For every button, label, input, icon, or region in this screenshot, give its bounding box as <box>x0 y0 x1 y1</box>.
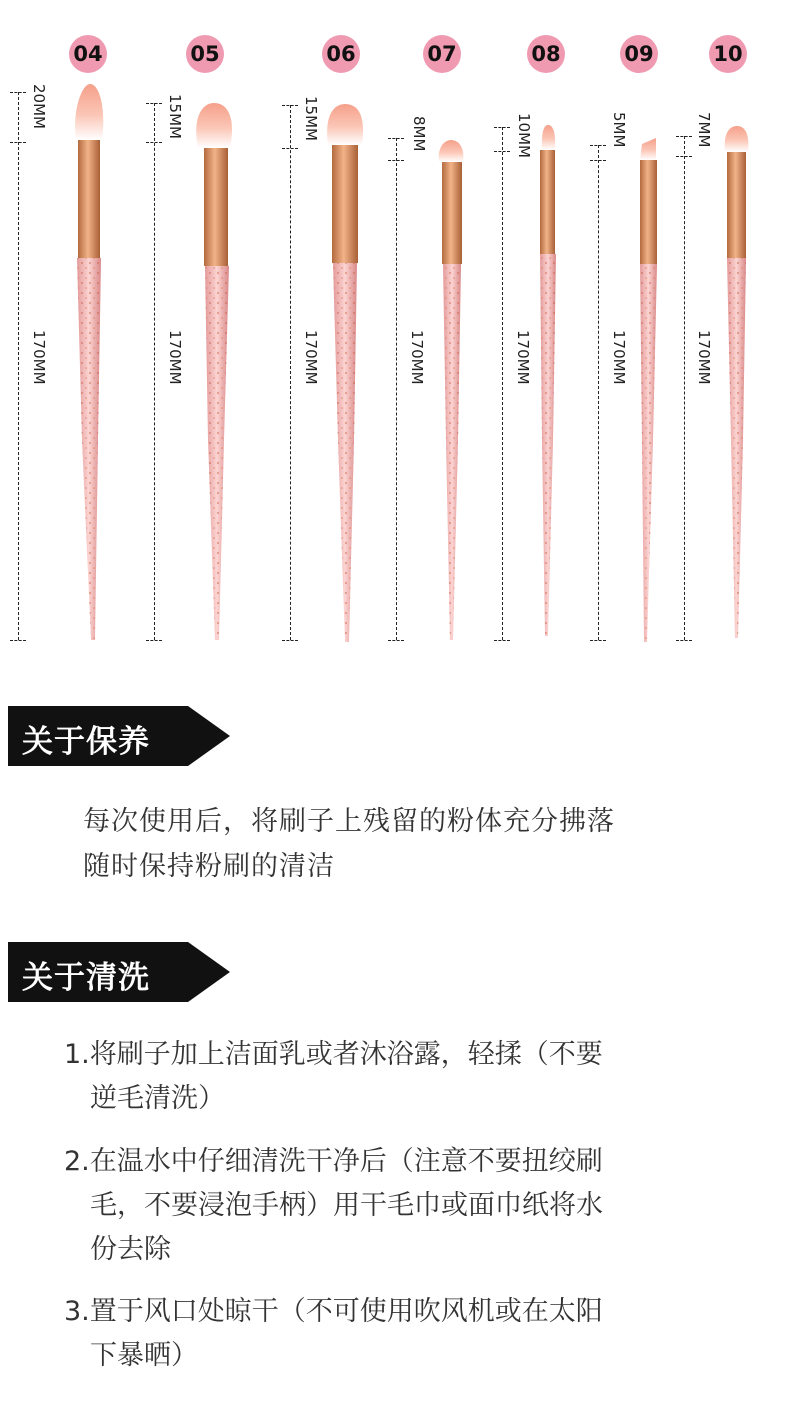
tip-length-label: 20MM <box>30 84 48 129</box>
care-text-line: 随时保持粉刷的清洁 <box>83 851 335 882</box>
brush-05 <box>196 103 232 640</box>
brush-number-badge: 04 <box>69 35 107 73</box>
tip-length-label: 8MM <box>410 116 428 152</box>
brush-06 <box>327 104 363 642</box>
wash-step-line: 3.置于风口处晾干（不可使用吹风机或在太阳 <box>64 1296 603 1327</box>
brush-number-badge: 10 <box>709 35 747 73</box>
handle-length-label: 170MM <box>302 330 320 385</box>
tip-length-label: 10MM <box>515 113 533 158</box>
handle-length-label: 170MM <box>695 330 713 385</box>
care-section-title: 关于保养 <box>22 724 150 760</box>
brush-number-badge: 05 <box>186 35 224 73</box>
handle-length-label: 170MM <box>30 330 48 385</box>
tip-length-label: 15MM <box>166 94 184 139</box>
tip-length-label: 5MM <box>610 112 628 148</box>
wash-step-line: 2.在温水中仔细清洗干净后（注意不要扭绞刷 <box>64 1146 603 1177</box>
handle-length-label: 170MM <box>408 330 426 385</box>
wash-step-line: 逆毛清洗） <box>90 1083 225 1114</box>
handle-length-label: 170MM <box>166 330 184 385</box>
brush-07 <box>439 140 464 640</box>
handle-length-label: 170MM <box>610 330 628 385</box>
brush-08 <box>540 125 556 636</box>
wash-section-title: 关于清洗 <box>22 960 150 996</box>
wash-step-line: 下暴晒） <box>90 1340 198 1371</box>
brush-number-badge: 06 <box>322 35 360 73</box>
tip-length-label: 15MM <box>302 96 320 141</box>
brush-09 <box>640 138 657 642</box>
wash-step-line: 份去除 <box>90 1234 171 1265</box>
brush-10 <box>725 126 749 638</box>
wash-step-line: 毛，不要浸泡手柄）用干毛巾或面巾纸将水 <box>90 1190 603 1221</box>
wash-step-line: 1.将刷子加上洁面乳或者沐浴露，轻揉（不要 <box>64 1039 603 1070</box>
brush-number-badge: 09 <box>620 35 658 73</box>
handle-length-label: 170MM <box>514 330 532 385</box>
section-bar-arrow <box>188 706 230 766</box>
care-text-line: 每次使用后，将刷子上残留的粉体充分拂落 <box>83 806 615 837</box>
brush-illustrations <box>0 0 790 660</box>
brush-04 <box>75 84 103 640</box>
section-bar-arrow <box>188 942 230 1002</box>
brush-number-badge: 07 <box>423 35 461 73</box>
brush-number-badge: 08 <box>527 35 565 73</box>
tip-length-label: 7MM <box>695 112 713 148</box>
